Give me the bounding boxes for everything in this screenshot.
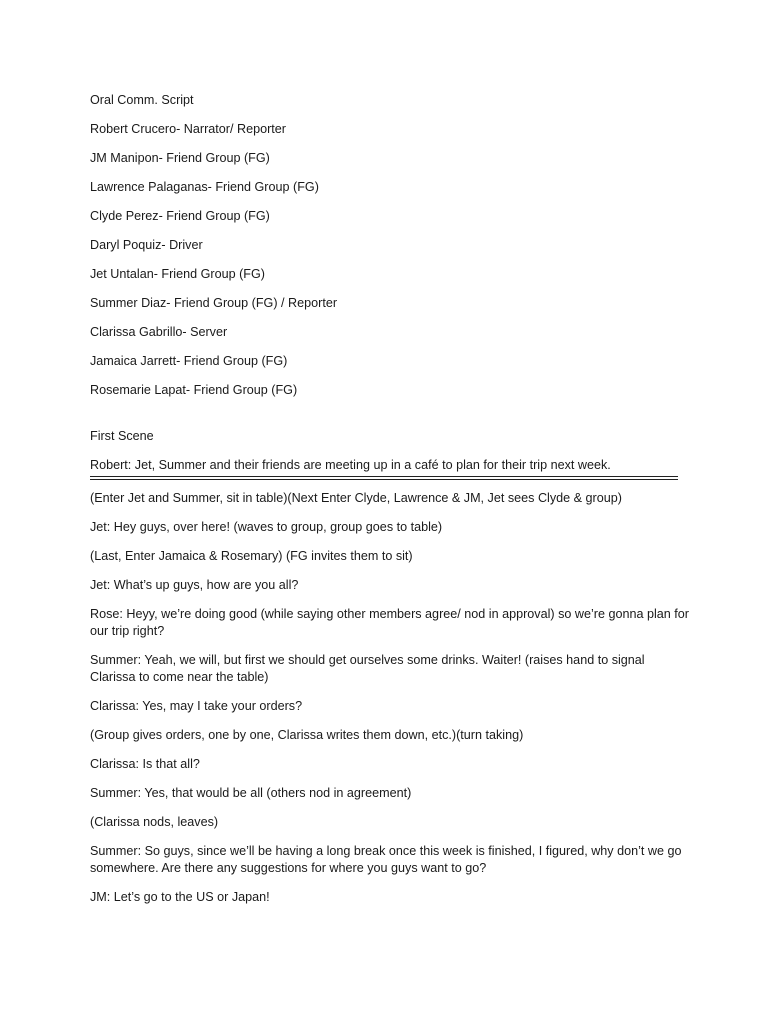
- script-line: JM: Let’s go to the US or Japan!: [90, 890, 270, 904]
- script-line: (Clarissa nods, leaves): [90, 815, 219, 829]
- script-line: Rose: Heyy, we’re doing good (while saying other members agree/ nod in approval) so we’re gonna plan for our trip right?: [90, 607, 689, 638]
- script-line: (Last, Enter Jamaica & Rosemary) (FG invites them to sit): [90, 549, 413, 563]
- scene-title: First Scene: [90, 429, 154, 443]
- script-line: (Group gives orders, one by one, Clarissa writes them down, etc.)(turn taking): [90, 728, 524, 742]
- script-line: Summer: Yes, that would be all (others nod in agreement): [90, 786, 412, 800]
- cast-item: JM Manipon- Friend Group (FG): [90, 151, 270, 165]
- cast-list: [90, 121, 690, 399]
- blank-line: [90, 411, 690, 428]
- cast-item: Jet Untalan- Friend Group (FG): [90, 267, 265, 281]
- script-body: [90, 490, 690, 906]
- cast-item: Robert Crucero- Narrator/ Reporter: [90, 122, 286, 136]
- script-line: Jet: Hey guys, over here! (waves to group, group goes to table): [90, 520, 443, 534]
- script-line: Jet: What’s up guys, how are you all?: [90, 578, 299, 592]
- script-line: Clarissa: Yes, may I take your orders?: [90, 699, 303, 713]
- document-title: Oral Comm. Script: [90, 93, 194, 107]
- cast-item: Rosemarie Lapat- Friend Group (FG): [90, 383, 298, 397]
- cast-item: Clyde Perez- Friend Group (FG): [90, 209, 270, 223]
- cast-item: Jamaica Jarrett- Friend Group (FG): [90, 354, 288, 368]
- double-rule-divider: [90, 476, 678, 480]
- script-line: (Enter Jet and Summer, sit in table)(Next Enter Clyde, Lawrence & JM, Jet sees Clyde & group): [90, 491, 622, 505]
- script-line: Summer: Yeah, we will, but first we should get ourselves some drinks. Waiter! (raises hand to signal Clarissa to come near the table): [90, 653, 645, 684]
- narration-line: Robert: Jet, Summer and their friends are meeting up in a café to plan for their trip next week.: [90, 458, 611, 472]
- script-line: Summer: So guys, since we’ll be having a long break once this week is finished, I figured, why don’t we go somewhere. Are there any suggestions for where you guys want to go?: [90, 844, 682, 875]
- cast-item: Clarissa Gabrillo- Server: [90, 325, 228, 339]
- document-page: [90, 92, 690, 918]
- cast-item: Summer Diaz- Friend Group (FG) / Reporter: [90, 296, 338, 310]
- cast-item: Daryl Poquiz- Driver: [90, 238, 203, 252]
- cast-item: Lawrence Palaganas- Friend Group (FG): [90, 180, 319, 194]
- script-line: Clarissa: Is that all?: [90, 757, 200, 771]
